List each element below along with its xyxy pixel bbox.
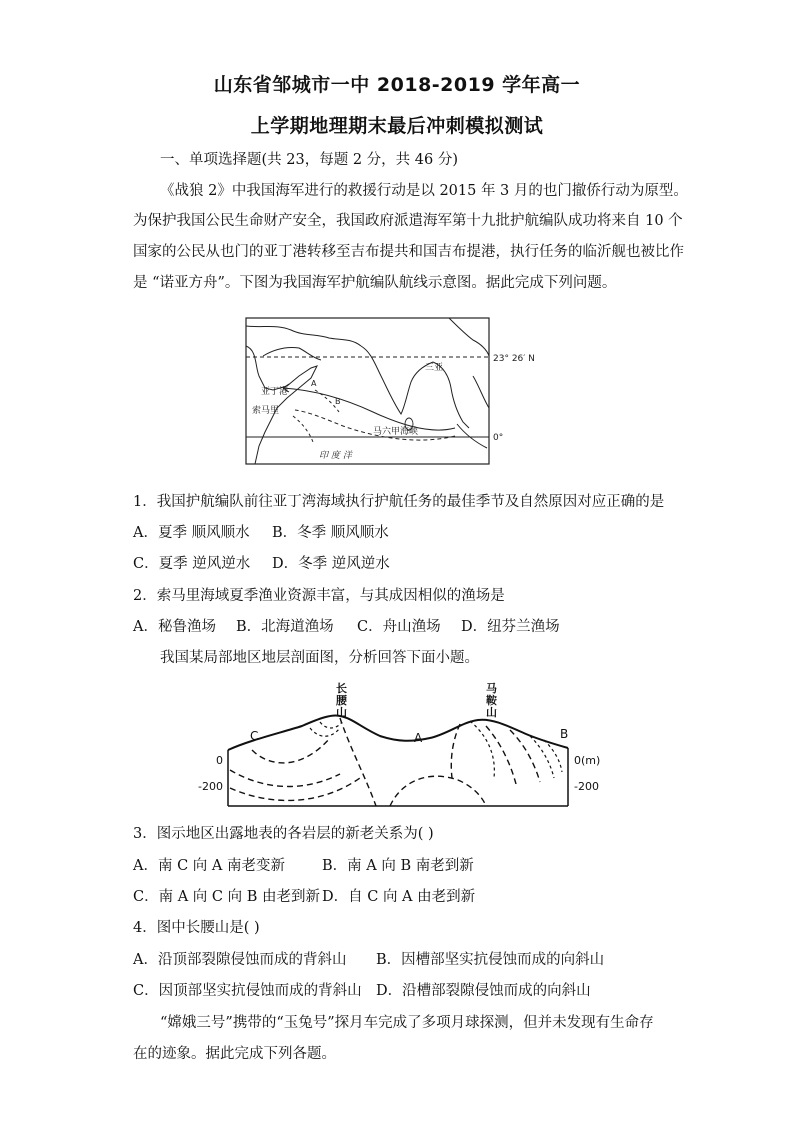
tropic-label: 23° 26′ N bbox=[493, 354, 535, 364]
surface-line bbox=[228, 715, 568, 750]
stratum-7 bbox=[390, 776, 486, 806]
passage3-line2: 在的迹象。据此完成下列各题。 bbox=[133, 1046, 336, 1062]
somalia-label: 索马里 bbox=[252, 406, 280, 416]
changyao-label: 长腰山 bbox=[336, 682, 347, 719]
point-a-label: A bbox=[414, 731, 423, 745]
q2-option-a: A．秘鲁渔场 bbox=[133, 619, 216, 635]
q3-option-b: B．南 A 向 B 南老到新 bbox=[322, 858, 474, 874]
stratum-5 bbox=[320, 722, 342, 728]
stratum-12 bbox=[451, 724, 460, 778]
passage1-line1: 《战狼 2》中我国海军进行的救援行动是以 2015 年 3 月的也门撤侨行动为原型。 bbox=[160, 183, 688, 199]
point-c-label: C bbox=[250, 729, 259, 743]
section-heading: 一、单项选择题(共 23，每题 2 分，共 46 分) bbox=[160, 152, 458, 168]
navy-route-map bbox=[243, 316, 543, 468]
q1-option-a: A．夏季 顺风顺水 bbox=[133, 525, 250, 541]
geologic-profile bbox=[190, 678, 610, 813]
q2-option-c: C．舟山渔场 bbox=[357, 619, 441, 635]
stratum-8 bbox=[486, 726, 516, 784]
axis-zero-right: 0(m) bbox=[574, 754, 601, 767]
axis-m200-right: -200 bbox=[574, 780, 599, 793]
q2-stem: 2．索马里海域夏季渔业资源丰富，与其成因相似的渔场是 bbox=[133, 588, 505, 604]
axis-m200-left: -200 bbox=[198, 780, 223, 793]
q3-stem: 3．图示地区出露地表的各岩层的新老关系为( ) bbox=[133, 826, 434, 842]
q4-option-b: B．因槽部坚实抗侵蚀而成的向斜山 bbox=[376, 952, 605, 968]
axis-zero-left: 0 bbox=[216, 754, 223, 767]
stratum-3 bbox=[252, 738, 330, 763]
page-title-line1: 山东省邹城市一中 2018-2019 学年高一 bbox=[213, 74, 581, 96]
passage1-line2: 为保护我国公民生命财产安全，我国政府派遣海军第十九批护航编队成功将来自 10 个 bbox=[133, 213, 683, 229]
point-a-label: A bbox=[311, 379, 317, 388]
stratum-4 bbox=[310, 728, 340, 736]
point-b-label: B bbox=[335, 397, 341, 406]
q3-option-a: A．南 C 向 A 南老变新 bbox=[133, 858, 285, 874]
passage1-line3: 国家的公民从也门的亚丁港转移至吉布提共和国吉布提港，执行任务的临沂舰也被比作 bbox=[133, 244, 684, 260]
q1-option-d: D．冬季 逆风逆水 bbox=[272, 556, 390, 572]
passage3-line1: “嫦娥三号”携带的“玉兔号”探月车完成了多项月球探测，但并未发现有生命存 bbox=[160, 1015, 654, 1031]
q4-option-c: C．因顶部坚实抗侵蚀而成的背斜山 bbox=[133, 983, 362, 999]
q2-option-b: B．北海道渔场 bbox=[236, 619, 334, 635]
ocean-label: 印 度 洋 bbox=[319, 451, 352, 461]
q1-option-c: C．夏季 逆风逆水 bbox=[133, 556, 251, 572]
q2-option-d: D．纽芬兰渔场 bbox=[461, 619, 560, 635]
maan-label: 马鞍山 bbox=[486, 682, 497, 719]
passage1-line4: 是 “诺亚方舟”。下图为我国海军护航编队航线示意图。据此完成下列问题。 bbox=[133, 275, 617, 291]
sanya-label: 三亚 bbox=[425, 363, 444, 373]
aden-label: 亚丁港 bbox=[261, 387, 289, 397]
passage2-text: 我国某局部地区地层剖面图，分析回答下面小题。 bbox=[160, 650, 479, 666]
stratum-13 bbox=[470, 721, 494, 778]
q4-option-a: A．沿顶部裂隙侵蚀而成的背斜山 bbox=[133, 952, 347, 968]
q4-stem: 4．图中长腰山是( ) bbox=[133, 920, 260, 936]
q4-option-d: D．沿槽部裂隙侵蚀而成的向斜山 bbox=[376, 983, 591, 999]
q1-option-b: B．冬季 顺风顺水 bbox=[272, 525, 389, 541]
q1-stem: 1．我国护航编队前往亚丁湾海域执行护航任务的最佳季节及自然原因对应正确的是 bbox=[133, 494, 665, 510]
point-b-label: B bbox=[560, 727, 569, 741]
stratum-2 bbox=[230, 778, 360, 800]
q3-option-d: D．自 C 向 A 由老到新 bbox=[322, 889, 476, 905]
stratum-1 bbox=[230, 770, 340, 786]
page-title-line2: 上学期地理期末最后冲刺模拟测试 bbox=[250, 115, 544, 137]
malacca-label: 马六甲海峡 bbox=[373, 427, 419, 437]
equator-label: 0° bbox=[493, 433, 504, 443]
q3-option-c: C．南 A 向 C 向 B 由老到新 bbox=[133, 889, 320, 905]
